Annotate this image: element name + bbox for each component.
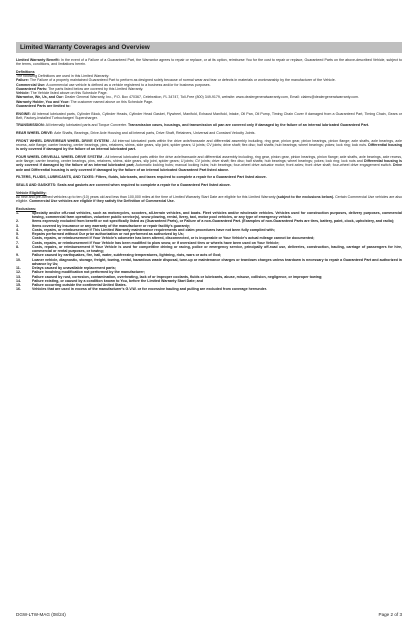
exclusion-item: 7. Costs, repairs, or reimbursement if Your Vehicle has been modified to plow snow, or if oversized tires or wheels have been used on Your Vehicle;	[16, 240, 280, 245]
exclusion-item: 12. Failure involving modification not performed by the manufacturer;	[16, 270, 146, 275]
exclusion-item: 16. Vehicles that are used in excess of the manufacturer's G.V.W. or for excessive hauling and pulling are excluded from coverage hereunder.	[16, 287, 267, 292]
exclusion-item: 3. Items covered by insurance or any warranty of the manufacturer or repair facility's guaranty;	[16, 223, 191, 228]
benefit-label: Limited Warranty Benefit:	[16, 58, 60, 62]
filters-fluids-section: FILTERS, FLUIDS, LUBRICANTS, AND TAXES: Filters, fluids, lubricants, and taxes required to complete a repair for a Guaranteed Part listed above.	[16, 175, 267, 180]
definitions-intro: The following Definitions are used in this Limited Warranty:	[16, 74, 110, 79]
benefit-text: In the event of a Failure of a Guaranteed Part, the Warrantor agrees to repair or replace, or at its option, reimburse You for the cost to repair or replace, Guaranteed Parts on the above-described Vehicle, subject to the terms, conditions, and limitations herein.	[16, 58, 402, 67]
definition-warranty-holder: Warranty Holder, You and Your: The customer named above on this Schedule Page.	[16, 99, 154, 104]
warranty-benefit	[16, 58, 402, 67]
definition-failure: Failure: The Failure of a properly maintained Guaranteed Part to perform as designed solely because of normal wear and tear or defects in materials or workmanship by the manufacturer of the Vehicle.	[16, 78, 336, 83]
definitions-heading: Definitions	[16, 69, 35, 74]
exclusions-section	[16, 207, 402, 292]
eligibility-text: All new and pre-owned vehicles up to ten (10) years old and less than 100,000 miles at the time of Limited Warranty Start Date are eligible for this Limited Warranty (subject to the exclusions below). Certain Commercial Use vehicles are also eligible. Commercial Use vehicles are eligible if they satisfy the Definition of Commercial Use.	[16, 194, 403, 204]
definition-guaranteed-parts-limited: Guaranteed Parts are limited to:	[16, 103, 71, 108]
exclusion-item: 4. Costs, repairs, or reimbursement if This Limited Warranty maintenance requirements and claim procedures have not been fully complied with;	[16, 227, 275, 232]
document-body	[16, 58, 402, 295]
front-wheel-drive-section: FRONT WHEEL DRIVE/REAR WHEEL DRIVE SYSTEM - All internal lubricated parts within the drive axle/transaxle and differential assembly including, ring gear, pinion gear, pinion bearings, pinion flange; axle shafts, axle bearings, axle recess, axle flange; carrier bearing, center bearings, pins, retainers, shims, side gears, slip joint, spider gears; U joints; CV joints; drive shaft; flex disc; half shafts; hub bearings; wheel bearings; yokes; lock ring; lock nuts. Differential housing is only covered if damaged by the failure of an internal lubricated part.	[16, 138, 403, 152]
four-wheel-drive-section: FOUR WHEEL DRIVE/ALL WHEEL DRIVE SYSTEM - All internal lubricated parts within the drive axle/transaxle and differential assembly including, ring gear, pinion gear, pinion bearings, pinion flange; axle shafts, axle bearings, axle recess, axle flange; carrier bearing, center bearings, pins, retainers, shims, side gears, slip joint, spider gears; U joints; CV joints; drive shaft; flex disc; half shafts; hub bearings; wheel bearings; yokes; lock ring; lock nuts and Differential housing is only covered if damaged by the failure of an internal lubricated part; Automatic locking hubs; manual locking hubs; hub bearings; four-wheel drive actuator motor; front axles; front drive shaft; four-wheel drive engagement switch. Drive axle and Differential housing is only covered if damaged by the failure of an internal lubricated Guaranteed Part listed above.	[16, 154, 403, 172]
definition-vehicle: Vehicle: The Vehicle listed above on this Schedule Page.	[16, 91, 108, 96]
form-id: DGW-LTW-MAG (08/24)	[16, 612, 66, 617]
page-number: Page 2 of 3	[378, 612, 402, 617]
exclusion-item: 1. Specialty and/or off-road vehicles, such as motorcycles, scooters, all-terrain vehicles, and boats. Fleet vehicles and/or wholesale vehicles. Vehicles used for construction purposes, delivery purposes, commercial towing, commercial farm operation, volunteer public service(s), snow plowing, rental, livery, taxi, motor pool vehicles, or any type of emergency vehicle.	[16, 210, 402, 220]
exclusions-heading: Exclusions:	[16, 206, 37, 211]
exclusion-item: 2. Items expressly excluded from benefit or not specifically listed as (Guaranteed Parts), or Failure of a non-Guaranteed Part. (Examples of non-Guaranteed Parts are tires, battery, paint, clock, upholstery, and radio);	[16, 219, 395, 224]
exclusion-item: 8. Costs, repairs, or reimbursement if Your Vehicle is used for competitive driving or racing, police or emergency service, principally off-road use, deliveries, construction, hauling, carriage of passengers for hire, commercial or rental purposes, or towing;	[16, 244, 402, 254]
definition-commercial-use: Commercial Use: A commercial use vehicle is defined as a vehicle registered to a business and/or for business purposes.	[16, 82, 211, 87]
rear-wheel-drive-section: REAR WHEEL DRIVE: Axle Shafts, Bearings, Drive Axle Housing and all internal parts, Drive Shaft, Retainers, Universal and Constant Velocity Joints.	[16, 131, 256, 136]
exclusion-item: 9. Failure caused by earthquakes, fire, hail, water, subfreezing temperatures, lightning, riots, wars or acts of God;	[16, 253, 222, 258]
page-footer	[16, 612, 402, 617]
definition-guaranteed-parts: Guaranteed Parts: The parts listed below are covered by this Limited Warranty.	[16, 86, 144, 91]
exclusion-item: 6. Costs, repairs, or reimbursement if Your Vehicle's odometer has been altered, disconnected, or is inoperable or Your Vehicle's actual mileage cannot be documented;	[16, 236, 315, 241]
exclusion-item: 11. Delays caused by unavailable replacement parts;	[16, 266, 116, 271]
exclusion-item: 14. Failure existing, or caused by a condition known to You, before the Limited Warranty Start Date; and	[16, 278, 204, 283]
eligibility-heading: Vehicle Eligibility:	[16, 190, 47, 195]
seals-gaskets-section: SEALS AND GASKETS: Seals and gaskets are covered when required to complete a repair for a Guaranteed Part listed above.	[16, 182, 231, 187]
engine-section: ENGINE: All internal lubricated parts, Cylinder Block, Cylinder Heads, Cylinder Head Gasket, Flywheel, Manifold, Exhaust Manifold, Intake, Oil Pan, Oil Pump, Timing Chain Cover if damaged from a Guaranteed Part, Timing Chain, Gears or Belt, Factory-Installed Turbocharger/ Supercharger.	[16, 111, 402, 120]
definition-warrantor: Warrantor, We, Us, and Our: Dealer General Warranty, Inc., P.O. Box 470367, Celebration, FL 34747, Toll-Free (800) 349-9179, website: www.dealergeneralwarranty.com, Email: claims@dealergeneralwarranty.com.	[16, 95, 360, 100]
exclusion-item: 10. Loaner vehicle, diagnostic, storage, freight, towing, rental, hazardous waste disposal, tune-up or maintenance charges or teardown charges unless teardown is necessary to repair a Guaranteed Part and authorized in advance by Us;	[16, 257, 402, 266]
definitions-section	[16, 70, 402, 108]
transmission-section: TRANSMISSION: All internally lubricated parts and Torque Converter. Transmission cases, housings, and transmission oil pan are covered only if damaged by the failure of an internal lubricated Guaranteed Part.	[16, 123, 370, 128]
exclusion-item: 15. Failure occurring outside the continental United States.	[16, 283, 127, 288]
page-title: Limited Warranty Coverages and Overview	[16, 42, 402, 53]
exclusion-item: 5. Repairs performed without Our prior authorization or not performed as authorized by Us;	[16, 232, 184, 237]
exclusion-item: 13. Failure caused by rust, corrosion, contamination, overheating, lack of or improper coolants, fluids or lubricants, abuse, misuse, collision, negligence, or improper towing;	[16, 274, 323, 279]
vehicle-eligibility-section	[16, 191, 402, 204]
